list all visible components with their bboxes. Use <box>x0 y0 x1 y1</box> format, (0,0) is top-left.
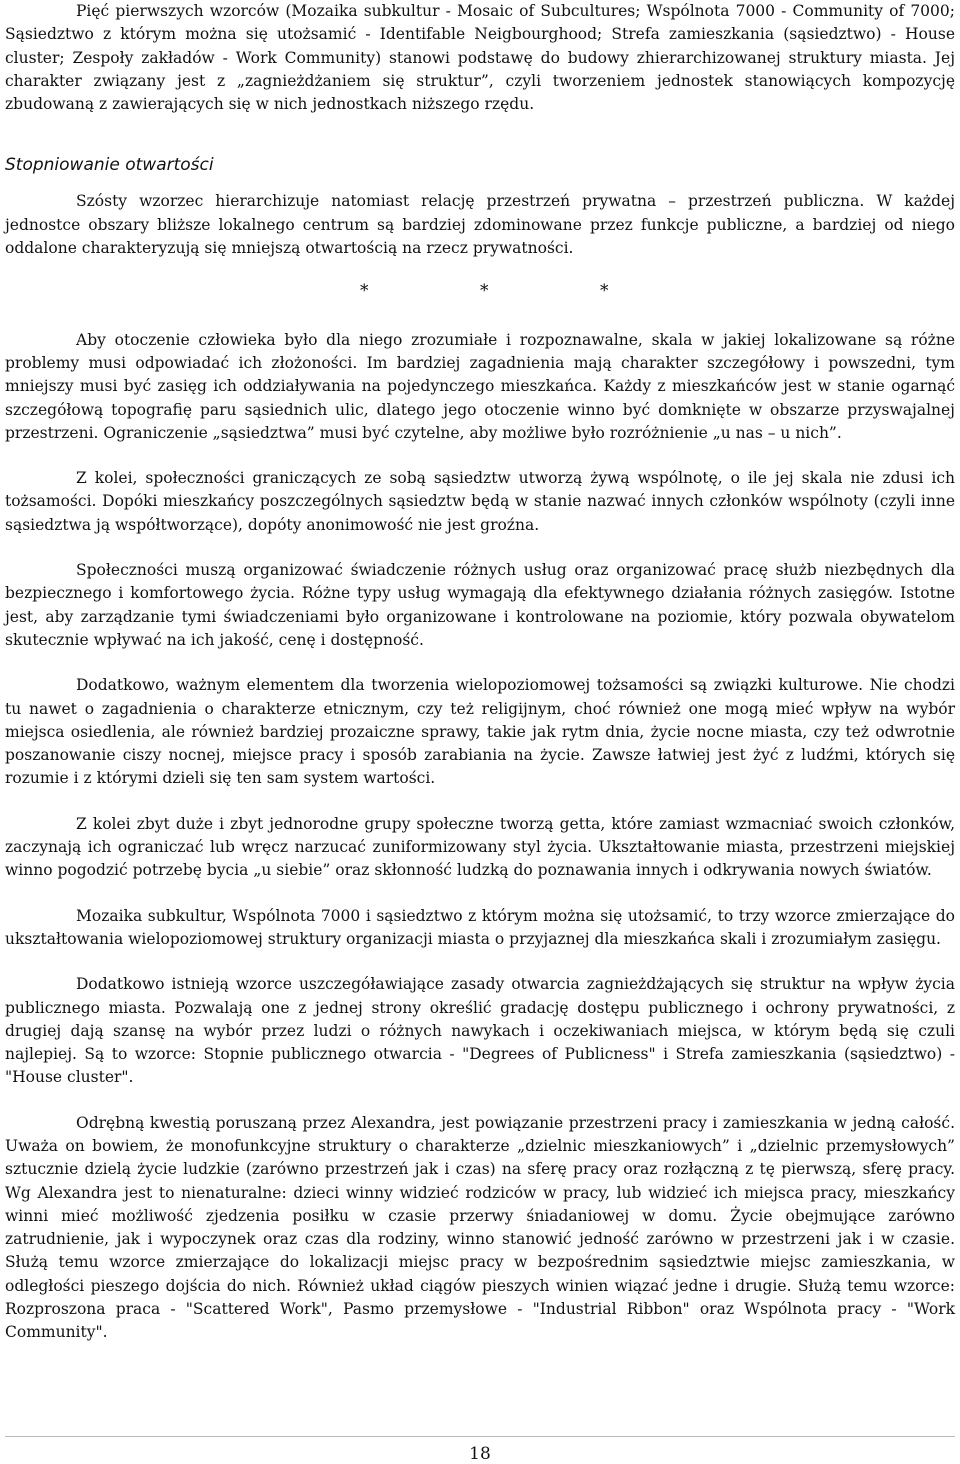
paragraph-publicness: Dodatkowo istnieją wzorce uszczegóławiające zasady otwarcia zagnieżdżających się struktur na wpływ życia publicznego miasta. Pozwalają one z jednej strony określić gradację dostępu publicznego i ochrony prywatności, z drugiej dają szansę na wybór przez ludzi o różnych nawykach i oczekiwaniach miejsca, w którym będą się czuli najlepiej. Są to wzorce: Stopnie publicznego otwarcia - "Degrees of Publicness" i Strefa zamieszkania (sąsiedztwo) - "House cluster". <box>5 975 955 1087</box>
section-heading: Stopniowanie otwartości <box>5 155 214 176</box>
separator-star: * <box>600 281 609 302</box>
page-number: 18 <box>469 1444 491 1464</box>
separator-star: * <box>360 281 369 302</box>
paragraph-openness: Szósty wzorzec hierarchizuje natomiast relację przestrzeń prywatna – przestrzeń publiczna. W każdej jednostce obszary bliższe lokalnego centrum są bardziej zdominowane przez funkcje publiczne, a bardziej od niego oddalone charakteryzują się mniejszą otwartością na rzecz prywatności. <box>5 192 955 258</box>
separator-star: * <box>480 281 489 302</box>
document-page <box>5 0 955 1345</box>
paragraph-services: Społeczności muszą organizować świadczenie różnych usług oraz organizować pracę służb niezbędnych dla bezpiecznego i komfortowego życia. Różne typy usług wymagają dla efektywnego działania różnych zasięgów. Istotne jest, aby zarządzanie tymi świadczeniami było organizowane i kontrolowane na poziomie, który pozwala obywatelom skutecznie wpływać na ich jakość, cenę i dostępność. <box>5 561 955 649</box>
footer-divider <box>5 1436 955 1437</box>
section-separator <box>5 280 955 303</box>
paragraph-intro: Pięć pierwszych wzorców (Mozaika subkultur - Mosaic of Subcultures; Wspólnota 7000 - Community of 7000; Sąsiedztwo z którym można się utożsamić - Identifable Neigbourghood; Strefa zamieszkania (sąsiedztwo) - House cluster; Zespoły zakładów - Work Community) stanowi podstawę do budowy zhierarchizowanej struktury miasta. Jej charakter związany jest z „zagnieżdżaniem się struktur”, czyli tworzeniem jednostek stanowiących kompozycję zbudowaną z zawierających się w nich jednostkach niższego rzędu. <box>5 2 955 114</box>
paragraph-groups: Z kolei zbyt duże i zbyt jednorodne grupy społeczne tworzą getta, które zamiast wzmacniać swoich członków, zaczynają ich ograniczać lub wręcz narzucać zuniformizowany styl życia. Ukształtowanie miasta, przestrzeni miejskiej winno pogodzić potrzebę bycia „u siebie” oraz skłonność ludzką do poznawania innych i odkrywania nowych światów. <box>5 814 955 880</box>
paragraph-work: Odrębną kwestią poruszaną przez Alexandra, jest powiązanie przestrzeni pracy i zamieszkania w jedną całość. Uważa on bowiem, że monofunkcyjne struktury o charakterze „dzielnic mieszkaniowych” i „dzielnic przemysłowych” sztucznie dzielą życie ludzkie (zarówno przestrzeń jak i czas) na sferę pracy oraz rozłączną z tę pierwszą, sferę pracy. Wg Alexandra jest to nienaturalne: dzieci winny widzieć rodziców w pracy, lub widzieć ich miejsca pracy, mieszkańcy winni mieć możliwość zjedzenia posiłku w czasie przerwy śniadaniowej w domu. Życie obejmujące zarówno zatrudnienie, jak i wypoczynek oraz czas dla rodziny, winno stanowić jedność zarówno w przestrzeni jak i w czasie. Służą temu wzorce zmierzające do lokalizacji miejsc pracy w bezpośrednim sąsiedztwie miejsc zamieszkania, w odległości pieszego dojścia do nich. Również układ ciągów pieszych winien wiązać jedne i drugie. Służą temu wzorce: Rozproszona praca - "Scattered Work", Pasmo przemysłowe - "Industrial Ribbon" oraz Wspólnota pracy - "Work Community". <box>5 1113 955 1342</box>
paragraph-patterns: Mozaika subkultur, Wspólnota 7000 i sąsiedztwo z którym można się utożsamić, to trzy wzorce zmierzające do ukształtowania wielopoziomowej struktury organizacji miasta o przyjaznej dla mieszkańca skali i zrozumiałym zasięgu. <box>5 906 955 948</box>
paragraph-scale: Aby otoczenie człowieka było dla niego zrozumiałe i rozpoznawalne, skala w jakiej lokalizowane są różne problemy musi odpowiadać ich złożoności. Im bardziej zagadnienia mają charakter szczegółowy i powszedni, tym mniejszy musi być zasięg ich oddziaływania na pojedynczego mieszkańca. Każdy z mieszkańców jest w stanie ogarnąć szczegółową topografię paru sąsiednich ulic, dlatego jego otoczenie winno być domknięte w obszarze przyswajalnej przestrzeni. Ograniczenie „sąsiedztwa” musi być czytelne, aby możliwe było rozróżnienie „u nas – u nich”. <box>5 330 955 442</box>
paragraph-culture: Dodatkowo, ważnym elementem dla tworzenia wielopoziomowej tożsamości są związki kulturowe. Nie chodzi tu nawet o zagadnienia o charakterze etnicznym, czy też religijnym, choć również one mogą mieć wpływ na wybór miejsca osiedlenia, ale również bardziej prozaiczne sprawy, takie jak rytm dnia, życie nocne miasta, czy też odwrotnie poszanowanie ciszy nocnej, miejsce pracy i sposób zarabiania na życie. Zawsze łatwiej jest żyć z ludźmi, których się rozumie i z którymi dzieli się ten sam system wartości. <box>5 676 955 788</box>
paragraph-community: Z kolei, społeczności graniczących ze sobą sąsiedztw utworzą żywą wspólnotę, o ile jej skala nie zdusi ich tożsamości. Dopóki mieszkańcy poszczególnych sąsiedztw będą w stanie nazwać innych członków wspólnoty (czyli inne sąsiedztwa ją współtworzące), dopóty anonimowość nie jest groźna. <box>5 469 955 534</box>
